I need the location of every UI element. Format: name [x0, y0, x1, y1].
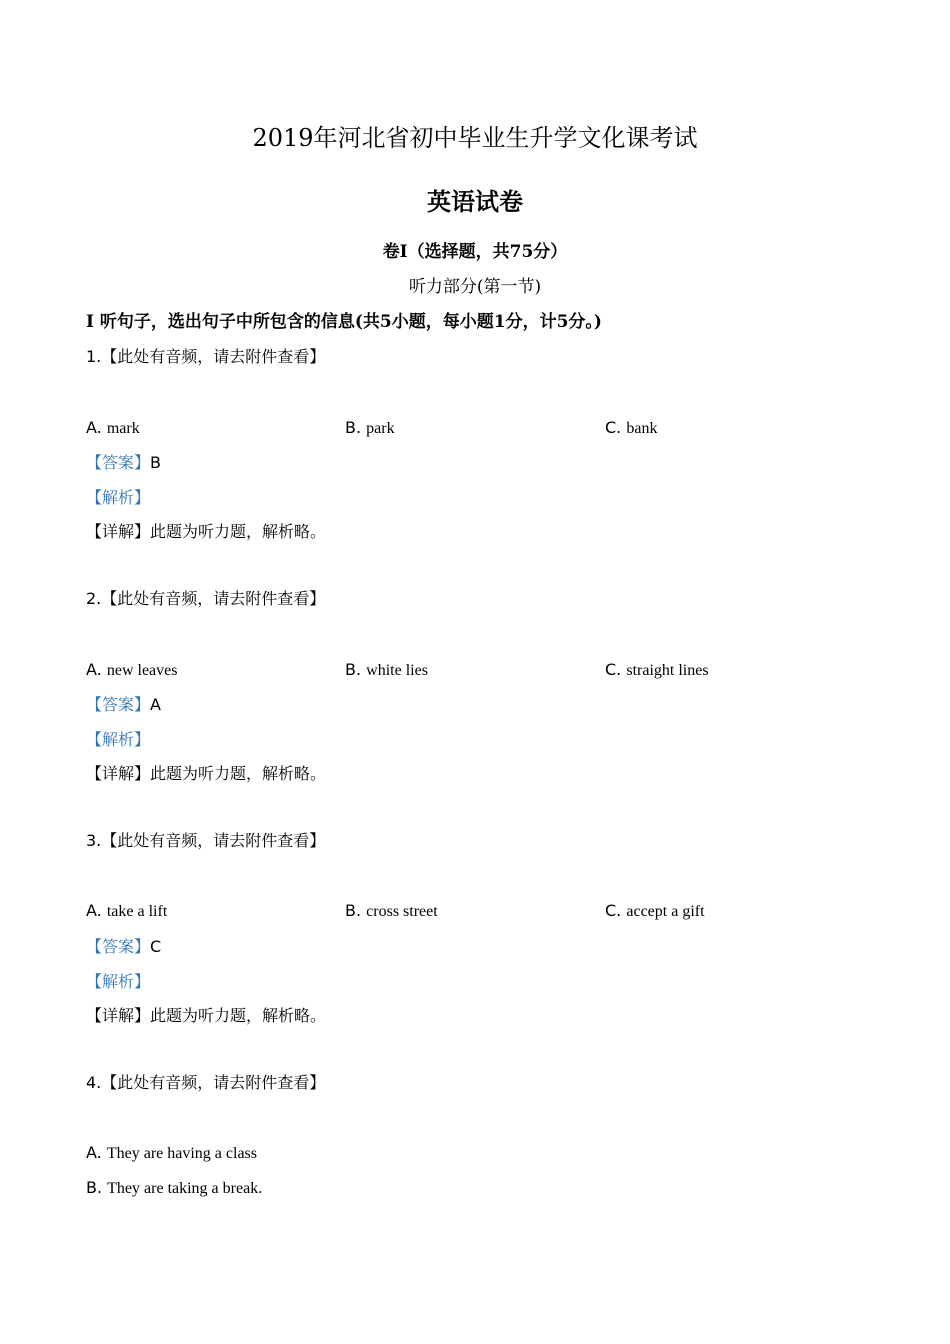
answer-line [86, 697, 161, 713]
option-text: accept a gift [626, 903, 705, 920]
option-a [86, 903, 167, 920]
option-b [345, 662, 428, 679]
option-letter: A. [86, 1143, 102, 1162]
option-a [86, 420, 140, 437]
audio-prompt: 【此处有音频，请去附件查看】 [101, 1073, 326, 1092]
option-text: park [366, 420, 395, 437]
answer-label: 【答案】 [86, 453, 151, 472]
option-text: They are having a class [106, 1145, 257, 1162]
option-letter: C. [605, 660, 622, 679]
option-letter: A. [86, 901, 102, 920]
answer-label: 【答案】 [86, 937, 151, 956]
option-c [605, 662, 709, 679]
analysis-label: 【解析】 [86, 730, 151, 749]
answer-value: C [150, 937, 162, 956]
option-text: straight lines [626, 662, 709, 679]
question-1 [86, 349, 325, 365]
answer-line [86, 939, 161, 955]
option-letter: C. [605, 418, 622, 437]
detail-text: 【详解】此题为听力题，解析略。 [86, 522, 327, 541]
section-instruction: Ⅰ 听句子，选出句子中所包含的信息(共5小题，每小题1分，计5分。) [86, 312, 602, 332]
option-b [345, 903, 438, 920]
question-number: 1. [86, 347, 102, 366]
analysis-label: 【解析】 [86, 488, 151, 507]
question-4 [86, 1075, 325, 1091]
option-text: They are taking a break. [107, 1180, 263, 1197]
audio-prompt: 【此处有音频，请去附件查看】 [101, 589, 326, 608]
option-letter: C. [605, 901, 622, 920]
option-b [86, 1180, 262, 1197]
part-heading: 听力部分(第一节) [408, 277, 542, 297]
option-letter: B. [86, 1178, 103, 1197]
exam-subtitle: 英语试卷 [427, 187, 523, 216]
option-letter: B. [345, 901, 362, 920]
audio-prompt: 【此处有音频，请去附件查看】 [101, 347, 326, 366]
option-a [86, 662, 177, 679]
option-text: take a lift [106, 903, 168, 920]
question-3 [86, 833, 325, 849]
option-text: mark [106, 420, 140, 437]
option-letter: A. [86, 660, 102, 679]
question-number: 4. [86, 1073, 102, 1092]
detail-text: 【详解】此题为听力题，解析略。 [86, 764, 327, 783]
answer-line [86, 455, 161, 471]
answer-label: 【答案】 [86, 695, 151, 714]
option-letter: A. [86, 418, 102, 437]
option-a [86, 1145, 257, 1162]
answer-value: B [150, 453, 161, 472]
question-2 [86, 591, 325, 607]
option-c [605, 903, 705, 920]
volume-heading: 卷Ⅰ（选择题，共75分） [382, 242, 568, 262]
option-text: white lies [366, 662, 428, 679]
audio-prompt: 【此处有音频，请去附件查看】 [101, 831, 326, 850]
option-text: bank [626, 420, 658, 437]
analysis-label: 【解析】 [86, 972, 151, 991]
option-letter: B. [345, 660, 362, 679]
option-text: new leaves [106, 662, 178, 679]
answer-value: A [150, 695, 161, 714]
option-letter: B. [345, 418, 362, 437]
question-number: 2. [86, 589, 102, 608]
option-c [605, 420, 657, 437]
detail-text: 【详解】此题为听力题，解析略。 [86, 1006, 327, 1025]
option-text: cross street [366, 903, 438, 920]
option-b [345, 420, 395, 437]
question-number: 3. [86, 831, 102, 850]
page-title: 2019年河北省初中毕业生升学文化课考试 [252, 124, 698, 152]
